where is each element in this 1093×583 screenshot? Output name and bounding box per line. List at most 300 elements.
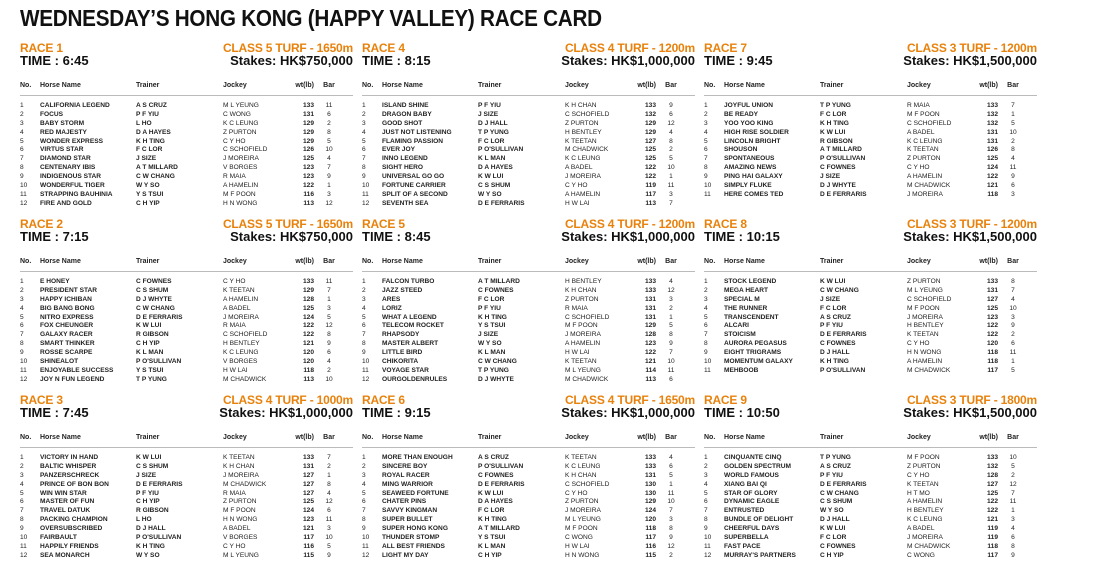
jockey-name: C Y HO [223,542,246,550]
horse-name: DYNAMIC EAGLE [724,498,780,506]
weight: 113 [303,375,314,383]
race-block-race-6 [362,393,695,573]
trainer-name: A S CRUZ [820,313,851,321]
horse-name: XIANG BAI QI [724,480,767,488]
jockey-name: J MOREIRA [907,313,943,321]
barrier: 2 [1011,137,1015,145]
barrier: 8 [669,331,673,339]
barrier: 2 [1011,471,1015,479]
weight: 124 [986,164,998,172]
runner-row [704,463,1037,472]
trainer-name: K H TING [478,516,507,524]
runner-number: 10 [704,534,712,542]
race-class: CLASS 4 TURF - 1200m [564,41,695,55]
weight: 133 [644,102,656,109]
jockey-name: K TEETAN [565,137,597,145]
barrier: 1 [327,295,331,303]
runner-row [704,305,1037,314]
runner-row [704,322,1037,331]
race-block-race-5 [362,217,695,397]
barrier: 12 [325,322,333,330]
horse-name: CHIKORITA [382,358,419,366]
weight: 127 [302,489,314,497]
weight: 129 [644,119,656,127]
runner-number: 3 [20,295,24,303]
runner-list [362,454,695,561]
barrier: 1 [327,471,331,479]
horse-name: THUNDER STOMP [382,534,440,542]
runner-number: 12 [362,551,370,559]
race-class: CLASS 4 TURF - 1200m [564,217,695,231]
barrier: 7 [327,286,331,294]
weight: 118 [987,358,998,366]
trainer-name: R GIBSON [136,331,169,339]
horse-name: WORLD FAMOUS [724,471,779,479]
runner-row [704,314,1037,323]
trainer-name: D J HALL [820,516,850,524]
weight: 125 [302,498,314,506]
runner-row [362,314,695,323]
trainer-name: P O'SULLIVAN [820,366,866,374]
weight: 133 [986,102,998,109]
horse-name: GOOD SHOT [382,119,423,127]
horse-name: JOY N FUN LEGEND [40,375,105,383]
col-horse: Horse Name [382,434,423,441]
barrier: 10 [667,498,675,506]
jockey-name: Z PURTON [223,128,257,136]
runner-number: 3 [362,119,366,127]
runner-number: 9 [704,525,708,533]
trainer-name: R GIBSON [136,507,169,515]
runner-number: 9 [704,349,708,357]
race-stakes: Stakes: HK$1,500,000 [903,405,1037,420]
jockey-name: H BENTLEY [565,278,602,285]
jockey-name: H N WONG [223,516,258,524]
weight: 114 [645,366,656,374]
runner-number: 1 [362,278,366,285]
col-no: No. [20,82,32,89]
runner-number: 2 [362,286,366,294]
trainer-name: C H YIP [136,340,160,348]
barrier: 8 [327,128,331,136]
runner-row [362,349,695,358]
weight: 113 [645,375,656,383]
runner-row [20,278,353,287]
runner-row [704,173,1037,182]
runner-row [20,498,353,507]
weight: 131 [644,313,656,321]
jockey-name: K C LEUNG [223,349,259,357]
barrier: 9 [327,340,331,348]
barrier: 7 [327,164,331,172]
barrier: 5 [1011,366,1015,374]
jockey-name: K C LEUNG [565,155,601,163]
weight: 129 [644,322,656,330]
runner-row [20,454,353,463]
runner-row [704,507,1037,516]
horse-name: SPONTANEOUS [724,155,775,163]
race-class: CLASS 3 TURF - 1200m [906,41,1037,55]
barrier: 7 [327,454,331,461]
jockey-name: M CHADWICK [223,480,267,488]
trainer-name: A T MILLARD [478,278,520,285]
trainer-name: A T MILLARD [478,525,520,533]
jockey-name: H W LAI [565,542,590,550]
race-stakes: Stakes: HK$1,000,000 [561,53,695,68]
horse-name: WONDERFUL TIGER [40,182,105,190]
col-weight: wt(lb) [295,434,314,441]
runner-row [704,111,1037,120]
trainer-name: K W LUI [136,322,162,330]
runner-number: 8 [20,516,24,524]
barrier: 1 [669,313,673,321]
horse-name: CENTENARY IBIS [40,164,96,172]
runner-number: 9 [362,525,366,533]
weight: 131 [302,462,314,470]
jockey-name: M CHADWICK [907,182,951,190]
weight: 123 [302,516,314,524]
runner-number: 6 [362,322,366,330]
trainer-name: F C LOR [820,534,847,542]
runner-number: 2 [704,462,708,470]
jockey-name: A HAMELIN [565,340,601,348]
weight: 125 [302,155,314,163]
weight: 133 [644,454,656,461]
barrier: 6 [669,110,673,118]
trainer-name: C H YIP [136,199,160,207]
race-time: TIME : 7:45 [20,405,89,420]
runner-number: 3 [20,471,24,479]
runner-row [20,331,353,340]
barrier: 9 [1011,322,1015,330]
runner-row [362,331,695,340]
trainer-name: D E FERRARIS [478,199,525,207]
column-headers [704,258,1037,272]
jockey-name: J MOREIRA [223,471,259,479]
trainer-name: J SIZE [820,173,841,181]
jockey-name: C Y HO [907,164,930,172]
col-bar: Bar [1007,82,1019,89]
jockey-name: C WONG [223,110,251,118]
runner-row [362,472,695,481]
horse-name: SINCERE BOY [382,462,428,470]
weight: 133 [302,102,314,109]
jockey-name: A BADEL [907,525,935,533]
runner-number: 1 [362,102,366,109]
horse-name: GOLDEN SPECTRUM [724,462,792,470]
horse-name: PRESIDENT STAR [40,286,98,294]
barrier: 6 [1011,340,1015,348]
runner-number: 10 [362,534,370,542]
runner-row [704,102,1037,111]
jockey-name: M F POON [223,507,256,515]
weight: 115 [645,551,656,559]
barrier: 10 [1009,454,1017,461]
runner-number: 9 [704,173,708,181]
weight: 129 [302,137,314,145]
trainer-name: D J HALL [820,349,850,357]
barrier: 10 [325,534,333,542]
runner-number: 5 [704,137,708,145]
runner-row [704,490,1037,499]
jockey-name: Z PURTON [907,278,941,285]
barrier: 7 [1011,489,1015,497]
trainer-name: D J WHYTE [136,295,172,303]
trainer-name: C H YIP [478,551,502,559]
horse-name: CHEERFUL DAYS [724,525,780,533]
weight: 120 [302,349,314,357]
horse-name: ENJOYABLE SUCCESS [40,366,114,374]
col-horse: Horse Name [40,258,81,265]
col-no: No. [362,258,374,265]
runner-list [20,102,353,209]
horse-name: JAZZ STEED [382,286,423,294]
runner-row [704,331,1037,340]
horse-name: PANZERSCHRECK [40,471,100,479]
runner-number: 8 [704,516,708,524]
jockey-name: K TEETAN [565,358,597,366]
weight: 119 [987,534,998,542]
col-no: No. [362,82,374,89]
horse-name: FAST PACE [724,542,761,550]
jockey-name: H W LAI [565,349,590,357]
barrier: 10 [667,358,675,366]
barrier: 8 [1011,542,1015,550]
col-weight: wt(lb) [637,434,656,441]
trainer-name: Y S TSUI [478,534,506,542]
horse-name: THE RUNNER [724,304,768,312]
horse-name: SUPER HONG KONG [382,525,448,533]
runner-row [362,173,695,182]
runner-row [704,534,1037,543]
barrier: 11 [667,489,675,497]
column-headers [20,258,353,272]
trainer-name: K W LUI [136,454,162,461]
trainer-name: W Y SO [136,551,160,559]
runner-number: 1 [20,102,24,109]
weight: 131 [644,471,656,479]
jockey-name: H BENTLEY [223,340,260,348]
weight: 122 [644,349,656,357]
runner-row [20,155,353,164]
runner-row [20,164,353,173]
runner-row [20,200,353,209]
runner-row [20,102,353,111]
horse-name: STOICISM [724,331,756,339]
race-class: CLASS 3 TURF - 1200m [906,217,1037,231]
horse-name: BABY STORM [40,119,85,127]
weight: 123 [644,340,656,348]
barrier: 12 [325,199,333,207]
trainer-name: A S CRUZ [136,102,167,109]
runner-number: 9 [20,525,24,533]
race-header [20,41,353,75]
trainer-name: K L MAN [136,349,164,357]
runner-row [20,129,353,138]
runner-row [704,182,1037,191]
weight: 127 [644,137,656,145]
horse-name: VIRTUS STAR [40,146,84,154]
barrier: 9 [669,534,673,542]
barrier: 2 [327,462,331,470]
trainer-name: D E FERRARIS [820,480,867,488]
weight: 127 [302,471,314,479]
col-bar: Bar [665,258,677,265]
horse-name: YOO YOO KING [724,119,774,127]
runner-number: 5 [362,313,366,321]
runner-row [362,164,695,173]
race-block-race-3 [20,393,353,573]
runner-number: 10 [20,534,28,542]
horse-name: OVERSUBSCRIBED [40,525,103,533]
jockey-name: C WONG [565,534,593,542]
weight: 125 [302,304,314,312]
col-horse: Horse Name [382,82,423,89]
horse-name: SIGHT HERO [382,164,424,172]
runner-row [362,358,695,367]
trainer-name: T P YUNG [478,366,509,374]
trainer-name: K W LUI [478,173,504,181]
barrier: 2 [669,304,673,312]
runner-row [704,367,1037,376]
jockey-name: K H CHAN [565,471,597,479]
runner-row [362,296,695,305]
jockey-name: M F POON [223,190,256,198]
trainer-name: A S CRUZ [478,454,509,461]
trainer-name: R GIBSON [820,137,853,145]
jockey-name: C Y HO [565,489,588,497]
runner-list [20,278,353,385]
col-bar: Bar [323,258,335,265]
runner-row [362,516,695,525]
weight: 122 [986,322,998,330]
runner-number: 10 [20,182,28,190]
col-no: No. [20,434,32,441]
runner-row [20,516,353,525]
col-trainer: Trainer [478,82,502,89]
trainer-name: Y S TSUI [478,322,506,330]
runner-row [704,278,1037,287]
jockey-name: H N WONG [907,349,942,357]
trainer-name: C H YIP [820,551,844,559]
horse-name: SHINEALOT [40,358,79,366]
trainer-name: W Y SO [820,507,844,515]
runner-number: 7 [704,507,708,515]
runner-number: 7 [704,331,708,339]
weight: 129 [302,128,314,136]
barrier: 12 [667,542,675,550]
jockey-name: C SCHOFIELD [223,146,268,154]
horse-name: MASTER ALBERT [382,340,439,348]
jockey-name: M F POON [907,304,940,312]
jockey-name: C SCHOFIELD [907,119,952,127]
runner-row [20,349,353,358]
col-no: No. [704,82,716,89]
jockey-name: J MOREIRA [907,534,943,542]
trainer-name: A T MILLARD [820,146,862,154]
barrier: 10 [1009,304,1017,312]
race-number: RACE 7 [704,41,747,55]
jockey-name: K C LEUNG [907,516,943,524]
runner-number: 12 [362,375,370,383]
jockey-name: M F POON [907,454,940,461]
col-jockey: Jockey [565,258,589,265]
weight: 123 [302,173,314,181]
jockey-name: K TEETAN [907,331,939,339]
runner-number: 12 [704,551,712,559]
col-trainer: Trainer [820,82,844,89]
runner-row [20,358,353,367]
trainer-name: F C LOR [478,507,505,515]
weight: 130 [644,480,656,488]
trainer-name: P O'SULLIVAN [478,462,524,470]
col-horse: Horse Name [724,258,765,265]
jockey-name: C Y HO [223,278,246,285]
race-stakes: Stakes: HK$1,500,000 [903,229,1037,244]
jockey-name: V BORGES [223,534,258,542]
race-block-race-8 [704,217,1037,397]
runner-number: 3 [362,295,366,303]
barrier: 12 [667,286,675,294]
jockey-name: M CHADWICK [565,146,609,154]
race-header [362,217,695,251]
horse-name: TRAVEL DATUK [40,507,91,515]
barrier: 6 [327,507,331,515]
col-horse: Horse Name [40,82,81,89]
barrier: 6 [327,110,331,118]
runner-number: 1 [20,454,24,461]
barrier: 8 [669,525,673,533]
jockey-name: C SCHOFIELD [907,295,952,303]
horse-name: DRAGON BABY [382,110,432,118]
barrier: 8 [669,137,673,145]
race-time: TIME : 6:45 [20,53,89,68]
runner-row [704,120,1037,129]
trainer-name: P O'SULLIVAN [820,155,866,163]
jockey-name: A BADEL [907,128,935,136]
runner-row [20,534,353,543]
jockey-name: K C LEUNG [907,137,943,145]
jockey-name: H W LAI [223,366,248,374]
barrier: 3 [1011,313,1015,321]
horse-name: SMART THINKER [40,340,95,348]
runner-number: 8 [704,340,708,348]
horse-name: LINCOLN BRIGHT [724,137,781,145]
horse-name: SPLIT OF A SECOND [382,190,448,198]
trainer-name: J SIZE [820,295,841,303]
barrier: 9 [1011,551,1015,559]
barrier: 9 [669,102,673,109]
race-block-race-7 [704,41,1037,221]
trainer-name: C W CHANG [820,489,859,497]
col-no: No. [704,434,716,441]
runner-row [20,472,353,481]
weight: 122 [986,173,998,181]
runner-number: 11 [704,366,711,374]
race-block-race-1 [20,41,353,221]
runner-number: 10 [704,358,712,366]
jockey-name: Z PURTON [565,295,599,303]
trainer-name: A T MILLARD [136,164,178,172]
column-headers [704,434,1037,448]
trainer-name: P F YIU [478,102,501,109]
weight: 120 [644,516,656,524]
runner-number: 12 [20,199,28,207]
weight: 125 [644,146,656,154]
barrier: 5 [327,137,331,145]
weight: 122 [302,322,314,330]
trainer-name: L HO [136,119,152,127]
